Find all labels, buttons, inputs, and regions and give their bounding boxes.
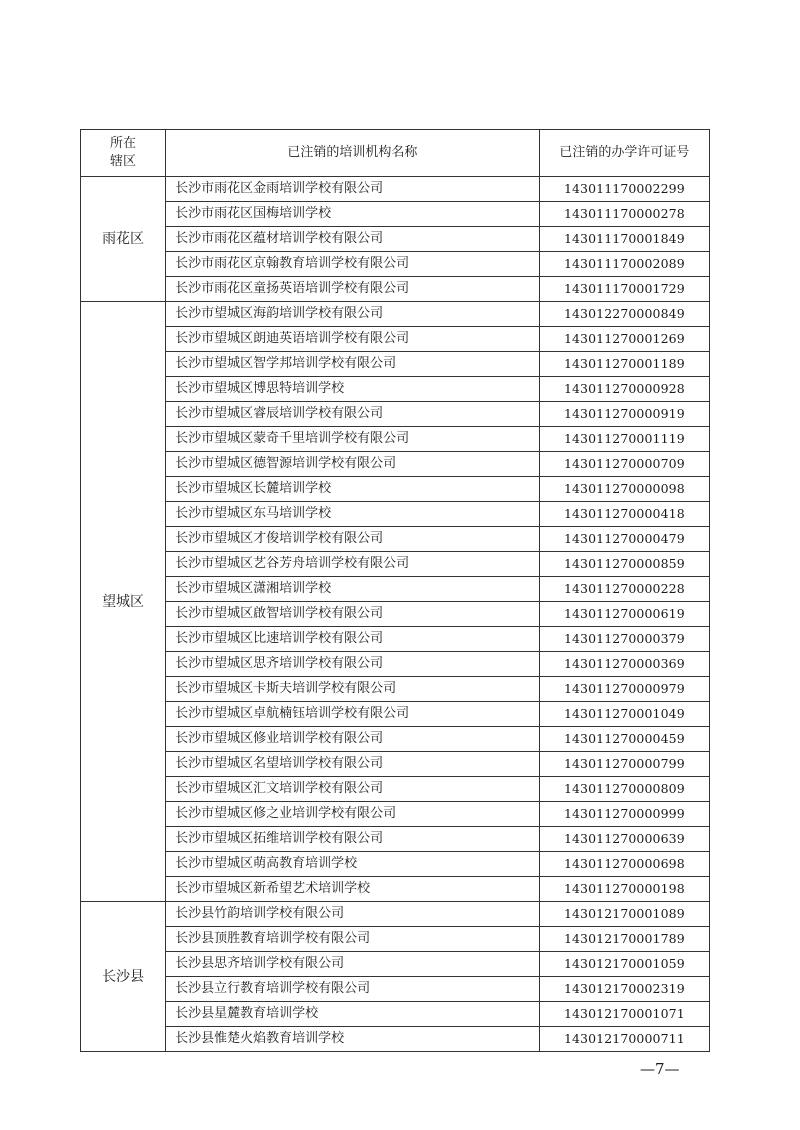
- institution-name-cell: 长沙市望城区潇湘培训学校: [166, 577, 540, 602]
- license-number-cell: 143012170001089: [539, 902, 709, 927]
- table-row: [81, 777, 710, 802]
- table-row: [81, 427, 710, 452]
- license-number-cell: 143011270000698: [539, 852, 709, 877]
- license-number-cell: 143011170000278: [539, 202, 709, 227]
- institution-name-cell: 长沙市望城区啟智培训学校有限公司: [166, 602, 540, 627]
- table-row: [81, 827, 710, 852]
- institution-name-cell: 长沙县思齐培训学校有限公司: [166, 952, 540, 977]
- table-row: [81, 977, 710, 1002]
- license-number-cell: 143012170002319: [539, 977, 709, 1002]
- table-row: [81, 752, 710, 777]
- page-number: —7—: [640, 1060, 680, 1078]
- license-number-cell: 143011270000859: [539, 552, 709, 577]
- institution-name-cell: 长沙县星麓教育培训学校: [166, 1002, 540, 1027]
- institution-name-cell: 长沙市望城区德智源培训学校有限公司: [166, 452, 540, 477]
- table-row: [81, 452, 710, 477]
- institution-name-cell: 长沙市望城区卡斯夫培训学校有限公司: [166, 677, 540, 702]
- table-row: [81, 327, 710, 352]
- table-header-row: [81, 130, 710, 177]
- license-number-cell: 143011170002089: [539, 252, 709, 277]
- institution-name-cell: 长沙市望城区新希望艺术培训学校: [166, 877, 540, 902]
- institution-name-cell: 长沙市望城区修之业培训学校有限公司: [166, 802, 540, 827]
- table-row: [81, 477, 710, 502]
- institution-name-cell: 长沙市望城区拓维培训学校有限公司: [166, 827, 540, 852]
- table-row: [81, 952, 710, 977]
- table-row: [81, 352, 710, 377]
- license-number-cell: 143011270000228: [539, 577, 709, 602]
- deregistered-institutions-table: [80, 129, 710, 1052]
- table-row: [81, 1027, 710, 1052]
- institution-name-cell: 长沙市望城区东马培训学校: [166, 502, 540, 527]
- institution-name-cell: 长沙市雨花区蕴材培训学校有限公司: [166, 227, 540, 252]
- table-row: [81, 177, 710, 202]
- license-number-cell: 143011270000479: [539, 527, 709, 552]
- institution-name-cell: 长沙市雨花区金雨培训学校有限公司: [166, 177, 540, 202]
- district-cell: 望城区: [81, 302, 166, 902]
- table-row: [81, 552, 710, 577]
- license-number-cell: 143011270001189: [539, 352, 709, 377]
- table-row: [81, 1002, 710, 1027]
- header-district: 所在 辖区: [81, 130, 166, 177]
- table-row: [81, 852, 710, 877]
- district-cell: 雨花区: [81, 177, 166, 302]
- institution-name-cell: 长沙县立行教育培训学校有限公司: [166, 977, 540, 1002]
- header-name: 已注销的培训机构名称: [166, 130, 540, 177]
- table-body: [81, 177, 710, 1052]
- license-number-cell: 143011270000999: [539, 802, 709, 827]
- district-cell: 长沙县: [81, 902, 166, 1052]
- license-number-cell: 143011270001119: [539, 427, 709, 452]
- header-license: 已注销的办学许可证号: [539, 130, 709, 177]
- license-number-cell: 143011270000639: [539, 827, 709, 852]
- institution-name-cell: 长沙市望城区萌高教育培训学校: [166, 852, 540, 877]
- license-number-cell: 143011270001269: [539, 327, 709, 352]
- license-number-cell: 143011270000979: [539, 677, 709, 702]
- table-row: [81, 627, 710, 652]
- table-row: [81, 302, 710, 327]
- license-number-cell: 143011270000799: [539, 752, 709, 777]
- license-number-cell: 143012170001789: [539, 927, 709, 952]
- institution-name-cell: 长沙市雨花区国梅培训学校: [166, 202, 540, 227]
- institution-name-cell: 长沙市望城区长麓培训学校: [166, 477, 540, 502]
- table-row: [81, 902, 710, 927]
- license-number-cell: 143011170001849: [539, 227, 709, 252]
- license-number-cell: 143011270000928: [539, 377, 709, 402]
- institution-name-cell: 长沙县竹韵培训学校有限公司: [166, 902, 540, 927]
- table-row: [81, 652, 710, 677]
- license-number-cell: 143011270000369: [539, 652, 709, 677]
- license-number-cell: 143011170001729: [539, 277, 709, 302]
- institution-name-cell: 长沙市望城区艺谷芳舟培训学校有限公司: [166, 552, 540, 577]
- license-number-cell: 143011270000619: [539, 602, 709, 627]
- institution-name-cell: 长沙市望城区海韵培训学校有限公司: [166, 302, 540, 327]
- license-number-cell: 143012170001071: [539, 1002, 709, 1027]
- institution-name-cell: 长沙市望城区比速培训学校有限公司: [166, 627, 540, 652]
- license-number-cell: 143011170002299: [539, 177, 709, 202]
- institution-name-cell: 长沙市望城区思齐培训学校有限公司: [166, 652, 540, 677]
- institution-name-cell: 长沙市望城区名望培训学校有限公司: [166, 752, 540, 777]
- license-number-cell: 143012270000849: [539, 302, 709, 327]
- table-row: [81, 727, 710, 752]
- table-row: [81, 527, 710, 552]
- table-row: [81, 377, 710, 402]
- table-row: [81, 877, 710, 902]
- institution-name-cell: 长沙市望城区蒙奇千里培训学校有限公司: [166, 427, 540, 452]
- institution-name-cell: 长沙市望城区才俊培训学校有限公司: [166, 527, 540, 552]
- table-row: [81, 227, 710, 252]
- table-row: [81, 502, 710, 527]
- license-number-cell: 143011270001049: [539, 702, 709, 727]
- institution-name-cell: 长沙市望城区智学邦培训学校有限公司: [166, 352, 540, 377]
- table-row: [81, 927, 710, 952]
- license-number-cell: 143012170001059: [539, 952, 709, 977]
- license-number-cell: 143011270000709: [539, 452, 709, 477]
- table-row: [81, 252, 710, 277]
- institution-name-cell: 长沙市望城区修业培训学校有限公司: [166, 727, 540, 752]
- institution-name-cell: 长沙县顶胜教育培训学校有限公司: [166, 927, 540, 952]
- license-number-cell: 143011270000919: [539, 402, 709, 427]
- table-row: [81, 602, 710, 627]
- institution-name-cell: 长沙县惟楚火焰教育培训学校: [166, 1027, 540, 1052]
- table-row: [81, 677, 710, 702]
- institution-name-cell: 长沙市望城区睿辰培训学校有限公司: [166, 402, 540, 427]
- license-number-cell: 143011270000418: [539, 502, 709, 527]
- license-number-cell: 143012170000711: [539, 1027, 709, 1052]
- license-number-cell: 143011270000379: [539, 627, 709, 652]
- license-number-cell: 143011270000809: [539, 777, 709, 802]
- table-row: [81, 702, 710, 727]
- table-row: [81, 802, 710, 827]
- license-number-cell: 143011270000098: [539, 477, 709, 502]
- institution-name-cell: 长沙市望城区博思特培训学校: [166, 377, 540, 402]
- license-number-cell: 143011270000459: [539, 727, 709, 752]
- license-number-cell: 143011270000198: [539, 877, 709, 902]
- institution-name-cell: 长沙市雨花区童扬英语培训学校有限公司: [166, 277, 540, 302]
- institution-name-cell: 长沙市雨花区京翰教育培训学校有限公司: [166, 252, 540, 277]
- institution-name-cell: 长沙市望城区卓航楠钰培训学校有限公司: [166, 702, 540, 727]
- institution-name-cell: 长沙市望城区汇文培训学校有限公司: [166, 777, 540, 802]
- table-row: [81, 277, 710, 302]
- table-row: [81, 402, 710, 427]
- institution-name-cell: 长沙市望城区朗迪英语培训学校有限公司: [166, 327, 540, 352]
- table-row: [81, 577, 710, 602]
- table-row: [81, 202, 710, 227]
